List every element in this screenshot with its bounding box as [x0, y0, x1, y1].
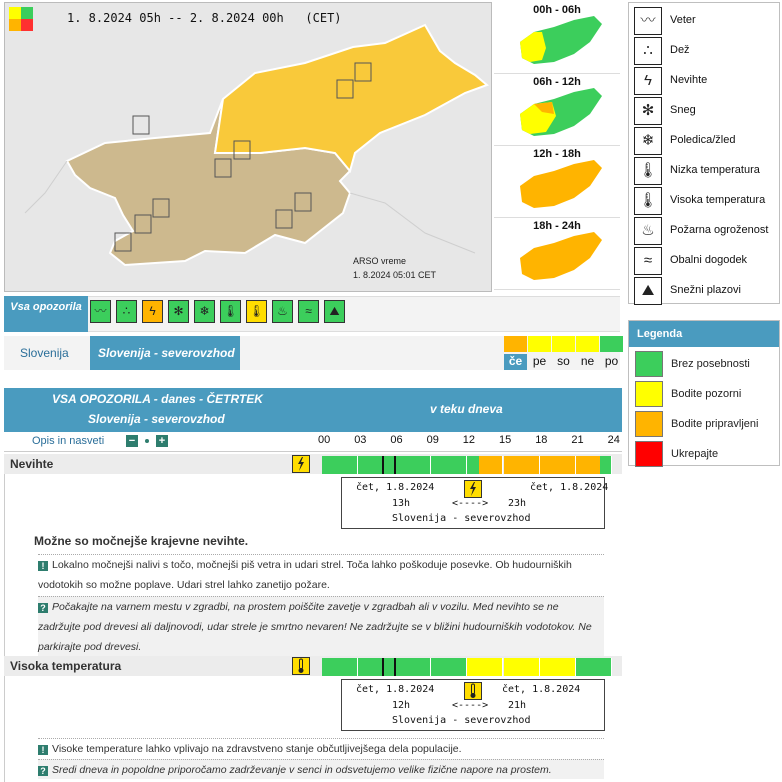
hour-label: 06	[390, 434, 403, 446]
color-legend	[628, 320, 780, 466]
timeline-cell	[504, 658, 516, 676]
mini-map-label: 00h - 06h	[533, 4, 581, 16]
section-row-high-temperature[interactable]	[4, 656, 622, 676]
phenomenon-item	[634, 127, 780, 155]
phenomenon-item	[634, 217, 780, 245]
legend-item	[635, 411, 775, 437]
timeline-cell	[407, 456, 419, 474]
section-name: Visoka temperatura	[10, 659, 122, 673]
description-toggle-link[interactable]: Opis in nasveti	[32, 435, 105, 447]
legend-swatch	[635, 411, 663, 437]
filter-rain-icon[interactable]: ∴	[116, 300, 137, 323]
timeline-cell	[588, 658, 600, 676]
day-level-swatch[interactable]	[504, 336, 527, 352]
box-start-hour: 13h	[392, 498, 411, 509]
high-temperature-icon: 🌡	[634, 187, 662, 215]
timeline-cell	[528, 456, 540, 474]
filter-high-temperature-icon[interactable]: 🌡	[246, 300, 267, 323]
phenomena-legend	[628, 2, 780, 304]
snow-icon: ✻	[634, 97, 662, 125]
hour-label: 12	[462, 434, 476, 446]
filter-wind-icon[interactable]: 〰	[90, 300, 111, 323]
expand-icon[interactable]: +	[156, 435, 168, 447]
box-arrow: <---->	[452, 498, 489, 509]
phenomenon-item	[634, 187, 780, 215]
table-title: VSA OPOZORILA - danes - ČETRTEK	[52, 392, 263, 406]
phenomenon-label: Visoka temperatura	[670, 194, 766, 206]
selected-region-tab[interactable]: Slovenija - severovzhod	[90, 336, 240, 370]
phenomenon-item	[634, 67, 780, 95]
mini-map-3[interactable]	[494, 218, 620, 290]
timeline-cell	[540, 658, 552, 676]
legend-item	[635, 351, 775, 377]
map-title: 1. 8.2024 05h -- 2. 8.2024 00h (CET)	[67, 11, 342, 25]
day-tab[interactable]: če	[504, 354, 527, 370]
timeline-cell	[528, 658, 540, 676]
timeline-cell	[588, 456, 600, 474]
phenomenon-label: Nizka temperatura	[670, 164, 760, 176]
warning-icon: !	[38, 745, 48, 755]
mini-map-2[interactable]	[494, 146, 620, 218]
region-link-slovenia[interactable]: Slovenija	[20, 346, 69, 360]
mini-map-shape	[494, 218, 620, 290]
timeline-cell	[322, 456, 334, 474]
timeline-cell	[322, 658, 334, 676]
box-from-date: čet, 1.8.2024	[356, 482, 435, 493]
timeline-cell	[467, 658, 479, 676]
phenomena-filter-bar	[88, 296, 620, 332]
thunderstorm-icon	[292, 455, 310, 473]
timeline-cell	[552, 658, 564, 676]
hours-row	[4, 432, 622, 452]
filter-ice-icon[interactable]: ❄	[194, 300, 215, 323]
timeline-cell	[419, 456, 431, 474]
credit-source: ARSO vreme	[353, 256, 407, 266]
timeline-cell	[540, 456, 552, 474]
timeline-cell	[564, 658, 576, 676]
hour-label: 24	[607, 434, 620, 446]
high-temperature-icon	[292, 657, 310, 675]
time-window-box	[341, 477, 609, 529]
timeline-cell	[479, 658, 491, 676]
box-end-hour: 23h	[508, 498, 527, 509]
hour-label: 03	[354, 434, 367, 446]
legend-label: Brez posebnosti	[671, 358, 750, 370]
box-arrow: <---->	[452, 700, 489, 711]
section-name: Nevihte	[10, 457, 54, 471]
timeline-cell	[358, 456, 370, 474]
timeline-cell	[443, 456, 455, 474]
day-level-swatch[interactable]	[552, 336, 575, 352]
filter-coastal-event-icon[interactable]: ≈	[298, 300, 319, 323]
map-credit	[353, 254, 436, 282]
box-from-date: čet, 1.8.2024	[356, 684, 435, 695]
legend-label: Bodite pripravljeni	[671, 418, 759, 430]
timeline-cell	[564, 456, 576, 474]
timeline-cell	[600, 658, 612, 676]
collapse-icon[interactable]: −	[126, 435, 138, 447]
timeline-cell	[600, 456, 612, 474]
slovenia-map	[5, 3, 492, 292]
legend-label: Ukrepajte	[671, 448, 719, 460]
hour-label: 21	[571, 434, 584, 446]
thunderstorm-icon	[464, 480, 482, 498]
current-time-marker	[394, 456, 396, 474]
current-time-marker	[382, 456, 384, 474]
phenomenon-item	[634, 277, 780, 305]
day-level-swatch[interactable]	[528, 336, 551, 352]
mini-map-shape	[494, 146, 620, 218]
section-headline: Možne so močnejše krajevne nevihte.	[34, 534, 249, 548]
avalanche-icon: ⛰	[634, 277, 662, 305]
mini-map-shape	[494, 2, 620, 74]
high-temperature-icon	[464, 682, 482, 700]
warning-icon: !	[38, 561, 48, 571]
timeline-cell	[455, 658, 467, 676]
phenomenon-item	[634, 247, 780, 275]
mini-map-1[interactable]	[494, 74, 620, 146]
timeline-cell	[491, 456, 503, 474]
current-time-marker	[394, 658, 396, 676]
filter-avalanche-icon[interactable]: ⛰	[324, 300, 345, 323]
advice-note: ? Sredi dneva in popoldne priporočamo zadrževanje v senci in odsvetujemo velike fizične napore na prostem.	[38, 759, 604, 779]
timeline-cell	[443, 658, 455, 676]
table-region: Slovenija - severovzhod	[88, 412, 225, 426]
timeline-cell	[334, 456, 346, 474]
timeline-cell	[395, 456, 407, 474]
hour-label: 09	[426, 434, 439, 446]
during-day-label: v teku dneva	[430, 402, 503, 416]
timeline-cell	[431, 456, 443, 474]
mini-map-shape	[494, 74, 620, 146]
timeline-cell	[346, 658, 358, 676]
timeline-cell	[358, 658, 370, 676]
day-level-swatch[interactable]	[600, 336, 623, 352]
current-time-marker	[382, 658, 384, 676]
advice-icon: ?	[38, 603, 48, 613]
dot-icon	[145, 439, 149, 443]
time-window-box	[341, 679, 605, 731]
mini-map-label: 12h - 18h	[533, 148, 581, 160]
impact-note: ! Visoke temperature lahko vplivajo na zdravstveno stanje občutljivejšega dela populacije.	[38, 738, 604, 758]
timeline-cell	[419, 658, 431, 676]
timeline-cell	[516, 456, 528, 474]
box-to-date: čet, 1.8.2024	[502, 684, 581, 695]
legend-label: Bodite pozorni	[671, 388, 742, 400]
phenomenon-label: Sneg	[670, 104, 696, 116]
box-end-hour: 21h	[508, 700, 527, 711]
ice-icon: ❄	[634, 127, 662, 155]
box-region: Slovenija - severovzhod	[392, 715, 531, 726]
box-to-date: čet, 1.8.2024	[530, 482, 609, 493]
phenomenon-label: Dež	[670, 44, 690, 56]
timeline-cell	[504, 456, 516, 474]
box-region: Slovenija - severovzhod	[392, 513, 531, 524]
legend-swatch	[635, 381, 663, 407]
hour-label: 18	[535, 434, 548, 446]
section-row-thunderstorms[interactable]	[4, 454, 622, 474]
day-tab[interactable]: ne	[580, 354, 595, 368]
filter-snow-icon[interactable]: ✻	[168, 300, 189, 323]
mini-map-label: 06h - 12h	[533, 76, 581, 88]
day-level-swatch[interactable]	[576, 336, 599, 352]
legend-item	[635, 381, 775, 407]
advice-icon: ?	[38, 766, 48, 776]
day-tab[interactable]: po	[604, 354, 619, 368]
timeline-cell	[516, 658, 528, 676]
hour-label: 15	[499, 434, 512, 446]
phenomenon-item	[634, 7, 780, 35]
timeline-cell	[576, 658, 588, 676]
advice-note: ? Počakajte na varnem mestu v zgradbi, na prostem poiščite zavetje v zgradbah ali v vozilu. Med nevihto se ne zadržujte pod drevesi ali daljnovodi, udar strele je smrtno nevaren! Ne zadržujte se v bližini hudourniških vodotokov. Ne parkirajte pod drevesi.	[38, 596, 604, 656]
fire-danger-icon: ♨	[634, 217, 662, 245]
rain-icon: ∴	[634, 37, 662, 65]
timeline-cell	[455, 456, 467, 474]
impact-note: ! Lokalno močnejši nalivi s točo, močnejši piš vetra in udari strel. Toča lahko poškoduje posevke. Ob hudourniških vodotokih so možne poplave. Udari strel lahko zanetijo požare.	[38, 554, 604, 594]
phenomenon-label: Veter	[670, 14, 696, 26]
phenomenon-label: Nevihte	[670, 74, 708, 86]
main-warning-map[interactable]	[4, 2, 492, 292]
low-temperature-icon: 🌡	[634, 157, 662, 185]
all-warnings-button[interactable]: Vsa opozorila	[4, 296, 88, 332]
day-tab[interactable]: pe	[532, 354, 547, 368]
mini-map-label: 18h - 24h	[533, 220, 581, 232]
box-start-hour: 12h	[392, 700, 411, 711]
phenomenon-item	[634, 157, 780, 185]
phenomenon-label: Snežni plazovi	[670, 284, 741, 296]
hour-label: 00	[318, 434, 331, 446]
filter-thunderstorm-icon[interactable]: ϟ	[142, 300, 163, 323]
phenomenon-label: Požarna ogroženost	[670, 224, 769, 236]
timeline-cell	[334, 658, 346, 676]
timeline-cell	[491, 658, 503, 676]
table-header	[4, 388, 622, 432]
thunderstorm-icon: ϟ	[634, 67, 662, 95]
credit-timestamp: 1. 8.2024 05:01 CET	[353, 270, 437, 280]
phenomenon-item	[634, 37, 780, 65]
legend-item	[635, 441, 775, 467]
timeline-cell	[407, 658, 419, 676]
timeline-cell	[346, 456, 358, 474]
day-tab[interactable]: so	[557, 354, 570, 368]
legend-swatch	[635, 441, 663, 467]
phenomenon-item	[634, 97, 780, 125]
section-left-border	[4, 676, 5, 782]
timeline-cell	[431, 658, 443, 676]
section-left-border	[4, 474, 5, 658]
timeline-cell	[467, 456, 479, 474]
phenomenon-label: Obalni dogodek	[670, 254, 748, 266]
timeline-cell	[552, 456, 564, 474]
legend-title: Legenda	[629, 321, 779, 347]
coastal-event-icon: ≈	[634, 247, 662, 275]
timeline-cell	[576, 456, 588, 474]
timeline-cell	[479, 456, 491, 474]
timeline-cell	[395, 658, 407, 676]
phenomenon-label: Poledica/žled	[670, 134, 736, 146]
legend-swatch	[635, 351, 663, 377]
filter-low-temperature-icon[interactable]: 🌡	[220, 300, 241, 323]
mini-map-0[interactable]	[494, 2, 620, 74]
wind-icon: 〰	[634, 7, 662, 35]
filter-fire-danger-icon[interactable]: ♨	[272, 300, 293, 323]
